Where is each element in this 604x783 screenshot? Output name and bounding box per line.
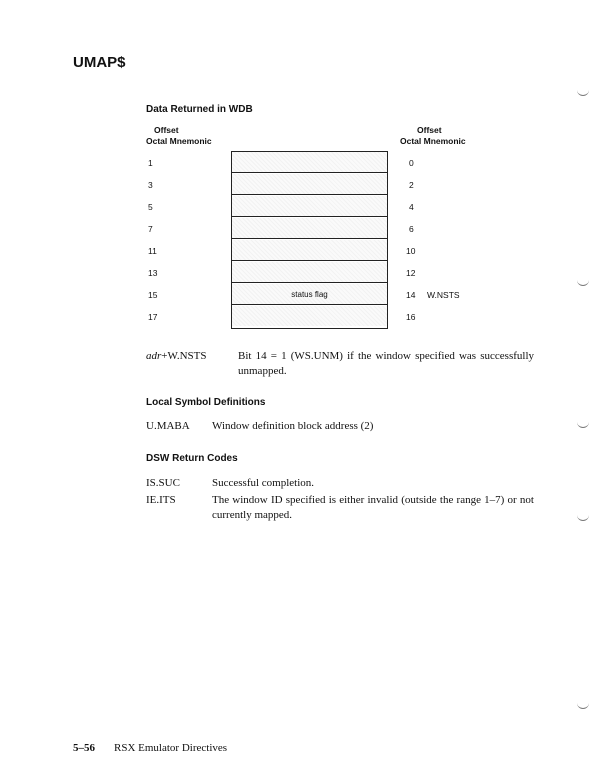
right-offset: 10 xyxy=(406,246,416,256)
symbol-term: U.MABA xyxy=(146,420,190,432)
wdb-word-cell xyxy=(232,262,387,283)
dsw-code-description: Successful completion. xyxy=(212,477,315,489)
right-offset: 14 xyxy=(406,290,416,300)
page-title: UMAP$ xyxy=(73,54,126,71)
wdb-word-cell xyxy=(232,218,387,239)
local-symbols-heading: Local Symbol Definitions xyxy=(146,397,266,408)
left-offset: 7 xyxy=(148,224,153,234)
right-offset: 0 xyxy=(409,158,414,168)
left-header-octal-mnemonic: Octal Mnemonic xyxy=(146,136,212,146)
mnemonic-w-nsts: W.NSTS xyxy=(427,290,460,300)
margin-mark xyxy=(577,702,589,709)
adr-w-nsts-term xyxy=(146,349,207,364)
dsw-code-term: IS.SUC xyxy=(146,477,180,489)
left-offset: 15 xyxy=(148,290,158,300)
dsw-codes-heading: DSW Return Codes xyxy=(146,453,238,464)
footer-title: RSX Emulator Directives xyxy=(114,742,228,754)
wdb-word-diagram xyxy=(231,151,388,329)
wdb-word-cell xyxy=(232,174,387,195)
wdb-section-heading: Data Returned in WDB xyxy=(146,104,253,115)
adr-term-italic: adr xyxy=(146,350,162,362)
page-footer xyxy=(73,742,227,754)
right-offset: 12 xyxy=(406,268,416,278)
dsw-code-description: The window ID specified is either invalid (outside the range 1–7) or not currently mapped. xyxy=(212,494,534,521)
left-offset: 13 xyxy=(148,268,158,278)
left-offset: 11 xyxy=(148,246,157,256)
left-offset: 1 xyxy=(148,158,153,168)
wdb-word-cell xyxy=(232,152,387,173)
margin-mark xyxy=(577,279,589,286)
left-offset: 3 xyxy=(148,180,153,190)
wdb-word-cell xyxy=(232,196,387,217)
right-offset: 16 xyxy=(406,312,416,322)
adr-term-rest: +W.NSTS xyxy=(161,350,207,362)
margin-mark xyxy=(577,514,589,521)
adr-w-nsts-description: Bit 14 = 1 (WS.UNM) if the window specified was successfully unmapped. xyxy=(238,350,534,377)
left-header-offset: Offset xyxy=(154,125,179,135)
status-flag-label: status flag xyxy=(291,290,328,299)
right-offset: 4 xyxy=(409,202,414,212)
right-column-header xyxy=(400,125,466,147)
right-header-octal-mnemonic: Octal Mnemonic xyxy=(400,136,466,146)
left-column-header xyxy=(146,125,212,147)
margin-mark xyxy=(577,421,589,428)
wdb-word-cell xyxy=(232,306,387,326)
left-offset: 17 xyxy=(148,312,158,322)
margin-mark xyxy=(577,89,589,96)
footer-page-number: 5–56 xyxy=(73,742,95,754)
right-offset: 6 xyxy=(409,224,414,234)
dsw-code-term: IE.ITS xyxy=(146,494,176,506)
wdb-word-cell xyxy=(232,240,387,261)
wdb-word-cell xyxy=(232,284,387,305)
right-header-offset: Offset xyxy=(417,125,442,135)
symbol-description: Window definition block address (2) xyxy=(212,420,374,432)
right-offset: 2 xyxy=(409,180,414,190)
left-offset: 5 xyxy=(148,202,153,212)
